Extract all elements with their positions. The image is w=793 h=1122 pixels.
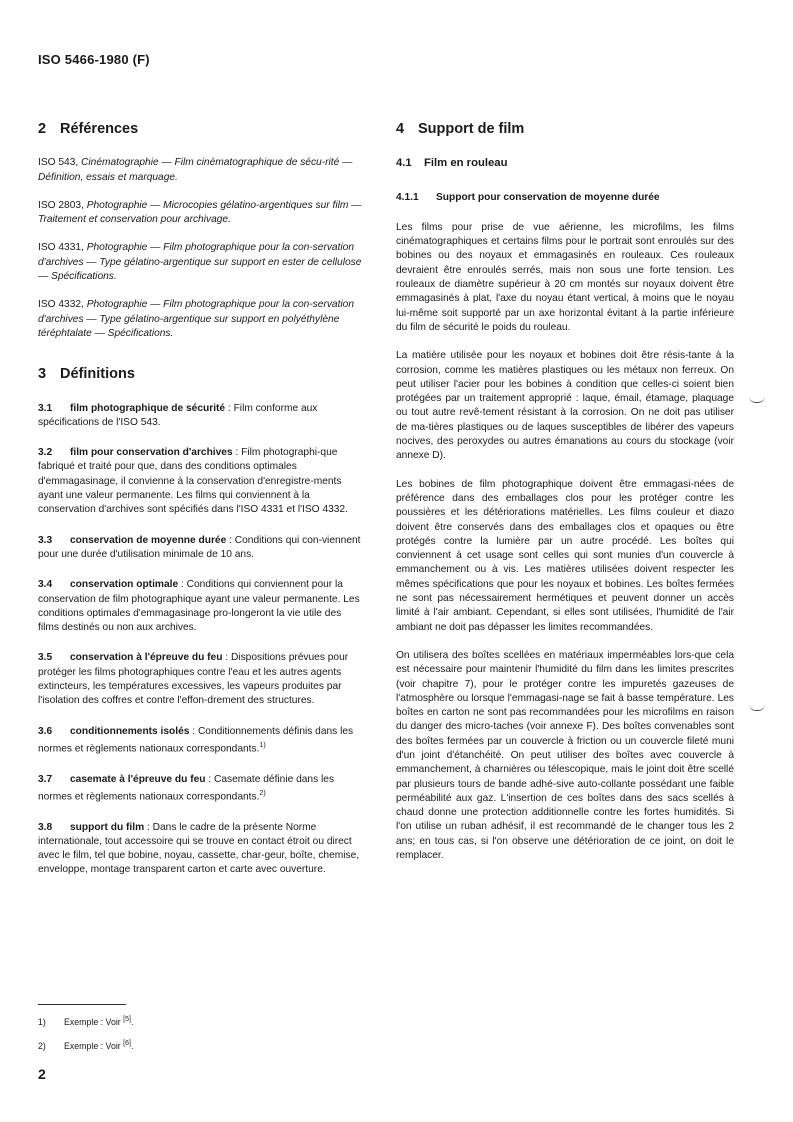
right-column	[396, 122, 734, 877]
definition-item: 3.3 conservation de moyenne durée : Conditions qui con-viennent pour une durée d'utilisation minimale de 10 ans.	[38, 534, 361, 560]
left-column	[38, 122, 362, 894]
section-4-heading: 4 Support de film	[396, 121, 525, 137]
definition-item: 3.4 conservation optimale : Conditions qui conviennent pour la conservation de film photographique ayant une valeur permanente. Les conditions optimales d'emmagasinage pro-longeront la vie utile des films destinés ou non aux archives.	[38, 579, 360, 634]
document-header: ISO 5466-1980 (F)	[38, 52, 150, 67]
reference-item: ISO 2803, Photographie — Microcopies gélatino-argentiques sur film — Traitement et conservation pour archivage.	[38, 199, 362, 226]
definition-item: 3.7 casemate à l'épreuve du feu : Casemate définie dans les normes et règlements nationaux correspondants.$^{2)}$	[38, 773, 335, 803]
section-3-heading: 3 Définitions	[38, 366, 135, 383]
definition-item: 3.1 film photographique de sécurité : Film conforme aux spécifications de l'ISO 543.	[38, 402, 318, 428]
margin-mark	[749, 396, 765, 403]
subsection-4-1-1-heading: 4.1.1 Support pour conservation de moyenne durée	[396, 191, 660, 203]
paragraph: La matière utilisée pour les noyaux et bobines doit être résis-tante à la corrosion, comme les matières plastiques ou les métaux non ferreux. On peut utiliser l'acier pour les bobines à condition que celles-ci soient bien protégées par un traitement approprié : laque, émail, étamage, plaquage ou tout autre revê-tement résistant à la corrosion. On ne doit pas utiliser de ma-tières plastiques ou de laques susceptibles de libérer des vapeurs nocives, des peroxydes ou autres émanations au cours du stockage (voir annexe D).	[396, 350, 734, 462]
footnote: 2) Exemple : Voir [6].	[38, 1039, 134, 1051]
paragraph: Les bobines de film photographique doivent être emmagasi-nées de préférence dans des emballages clos pour les protéger contre les poussières et les détériorations matérielles. Les films couleur et diazo doivent être conservés dans des emballages clos et opaques ou être protégés contre la lumière par un autre procédé. Les boîtes qui conviennent à cet usage sont celles qui sont munies d'un couvercle à emmanchement ou à vis. Les matières utilisées doivent respecter les mêmes spécifications que pour les noyaux et bobines. Les boîtes fermées ne sont pas nécessairement hermétiques et peuvent donner un accès limité à l'air ambiant. Cependant, si elles sont utilisées, l'humidité de l'air ambiant ne doit pas dépasser les limites recommandées.	[396, 478, 734, 633]
footnote-divider	[38, 1004, 126, 1005]
footnote-ref: 2)	[259, 789, 266, 797]
reference-item: ISO 4332, Photographie — Film photographique pour la con-servation d'archives — Type gélatino-argentique sur support en polyéthylène téréphtalate — Spécifications.	[38, 299, 355, 339]
reference-item: ISO 543, Cinématographie — Film cinématographique de sécu-rité — Définition, essais et marquage.	[38, 157, 353, 183]
footnote: 1) Exemple : Voir [5].	[38, 1016, 134, 1027]
definition-item: 3.6 conditionnements isolés : Conditionnements définis dans les normes et règlements nationaux correspondants.$^{1)}$	[38, 725, 354, 755]
definition-item: 3.2 film pour conservation d'archives : Film photographi-que fabriqué et traité pour que, dans des conditions optimales d'emmagasinage, il convienne à la conservation d'enregistre-ments ayant une valeur permanente. Les films qui conviennent à la conservation d'archives sont spécifiés dans l'ISO 4331 et l'ISO 4332.	[38, 447, 348, 516]
section-2-heading: 2 Références	[38, 121, 139, 137]
footnote-ref: 1)	[259, 741, 266, 749]
definition-item: 3.5 conservation à l'épreuve du feu : Dispositions prévues pour protéger les films photographiques contre l'eau et les autres agents extincteurs, les températures excessives, les vapeurs produites par l'isolation des coffres et contre l'effon-drement des structures.	[38, 652, 349, 707]
page-number: 2	[38, 1066, 46, 1082]
definition-item: 3.8 support du film : Dans le cadre de la présente Norme internationale, tout accessoire qui se trouve en contact étroit ou direct avec le film, tel que bobine, noyau, cassette, char-geur, boîte, chemise, enveloppe, montage transparent carton et carte avec ouverture.	[38, 821, 360, 876]
paragraph: On utilisera des boîtes scellées en matériaux imperméables lors-que cela est nécessaire pour maintenir l'humidité du film dans les limites prescrites (voir chapitre 7), pour le protéger contre les impuretés gazeuses de l'atmosphère ou lorsque l'emmagasi-nage se fait à basse température. Les boîtes en carton ne sont pas recommandées pour les microfilms en raison du danger des micro-taches (voir annexe F). Des boîtes convenables sont des boîtes fermées par un couvercle à friction ou un couvercle fileté muni d'un joint d'étanchéité. On peut utiliser des boîtes avec couvercle à emmanchement, à charnières ou télescopique, mais le joint doit être scellé par plusieurs tours de bande adhé-sive auto-collante possédant une faible perméabilité aux gaz. L'insertion de ces boîtes dans des sacs scellés à chaud donne une protection additionnelle contre les fortes humidités. Si l'on utilise un ruban adhésif, il est recommandé de le changer tous les 2 ans; en tous cas, si l'on observe une détérioration de ce joint, on doit le remplacer.	[396, 649, 734, 862]
footnotes	[38, 1009, 133, 1057]
margin-mark	[749, 704, 765, 711]
reference-item: ISO 4331, Photographie — Film photographique pour la con-servation d'archives — Type gélatino-argentique sur support en ester de cellulose — Spécifications.	[38, 242, 362, 283]
paragraph: Les films pour prise de vue aérienne, les microfilms, les films cinématographiques et certains films pour le portrait sont enroulés sur des bobines ou des noyaux et emmagasinés en rouleaux. Ces rouleaux devraient être enroulés serrés, mais non sous une forte tension. Les rouleaux de diamètre supérieur à 20 cm montés sur noyaux doivent être emmagasinés à plat, l'axe du noyau étant vertical, à moins que le noyau lui-même soit supporté par un axe horizontal évitant à la partie inférieure du film de sécurité le poids du rouleau.	[396, 221, 734, 333]
subsection-4-1-heading: 4.1 Film en rouleau	[396, 157, 508, 170]
